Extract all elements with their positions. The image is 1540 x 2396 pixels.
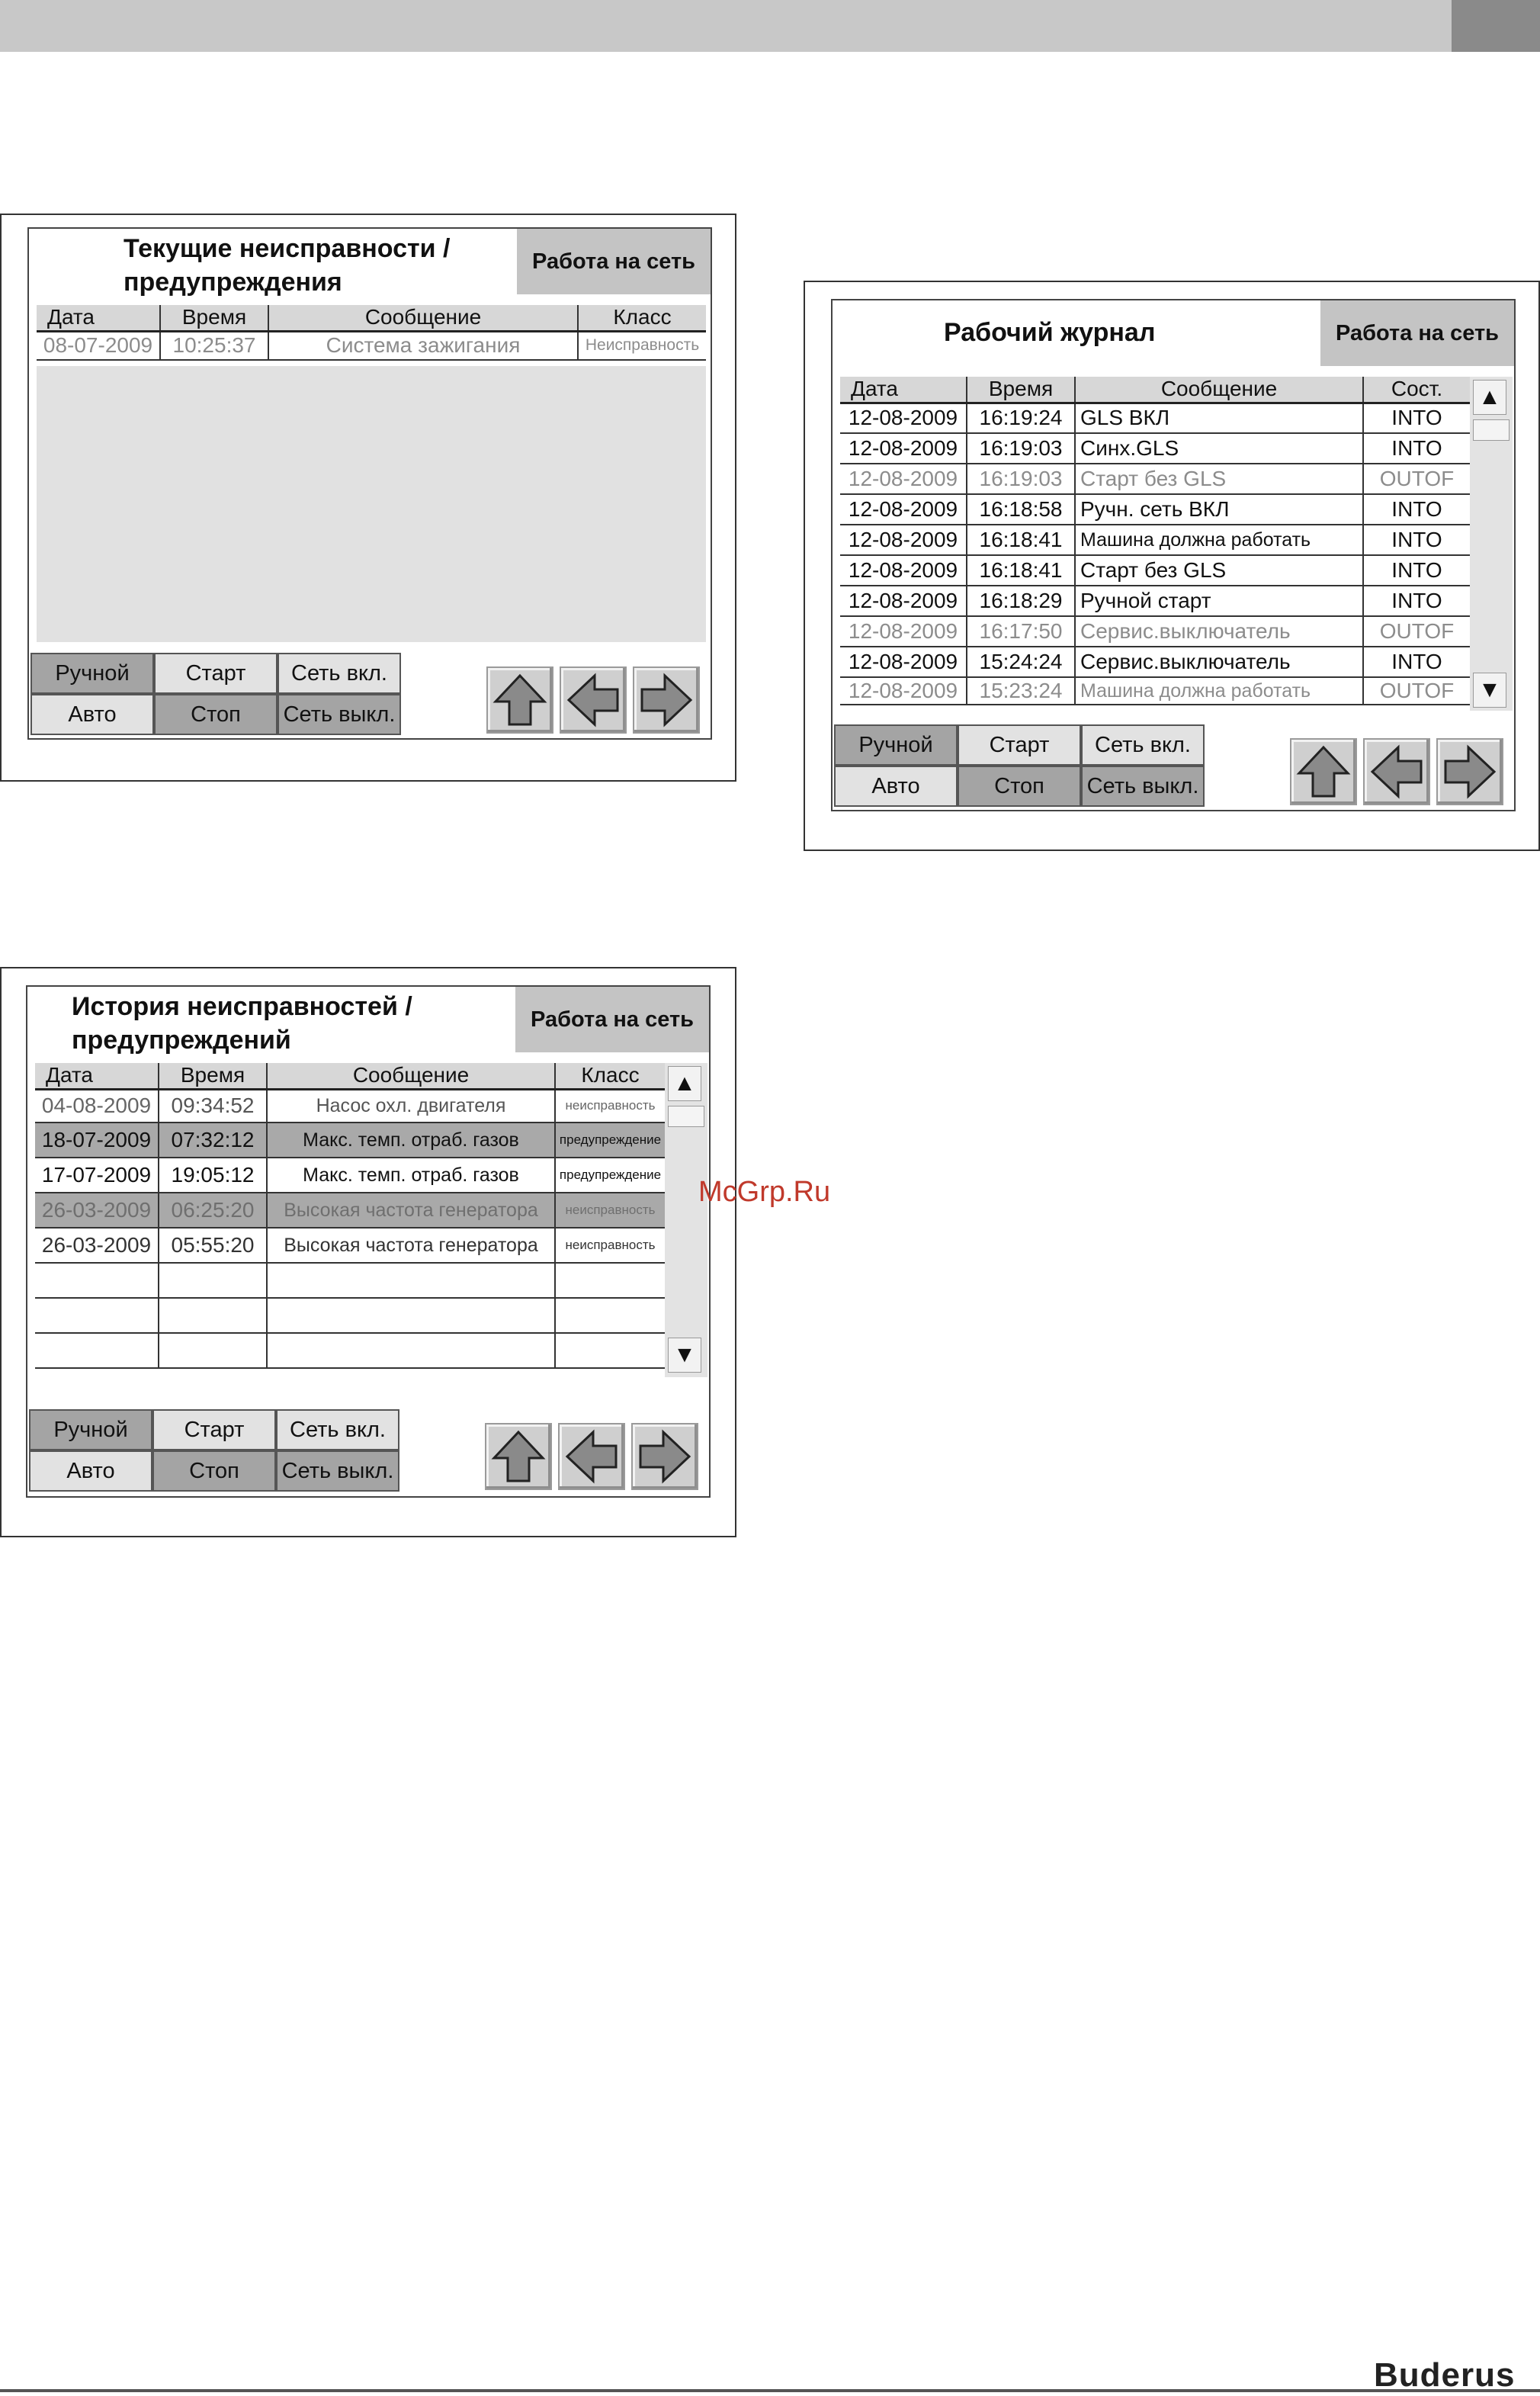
cell-state: INTO (1363, 586, 1470, 616)
auto-button[interactable]: Авто (834, 766, 958, 807)
table-row[interactable] (840, 586, 1470, 616)
col-time: Время (159, 1063, 267, 1089)
table-row[interactable] (35, 1123, 665, 1158)
start-button[interactable]: Старт (958, 724, 1081, 766)
cell-message (267, 1263, 555, 1298)
cell-date: 12-08-2009 (840, 647, 967, 677)
cell-message (267, 1298, 555, 1333)
col-message: Сообщение (1075, 377, 1363, 403)
arrow-up-icon (489, 1428, 547, 1485)
cell-class (555, 1298, 665, 1333)
cell-message: Синх.GLS (1075, 433, 1363, 464)
triangle-up-icon: ▲ (1478, 384, 1501, 410)
grid-off-button[interactable]: Сеть выкл. (278, 694, 401, 735)
arrow-up-icon (491, 671, 549, 729)
table-row[interactable] (840, 555, 1470, 586)
table-row[interactable] (840, 525, 1470, 555)
cell-message: Сервис.выключатель (1075, 647, 1363, 677)
grid-on-button[interactable]: Сеть вкл. (1081, 724, 1205, 766)
cell-date: 12-08-2009 (840, 494, 967, 525)
col-time: Время (967, 377, 1075, 403)
col-message: Сообщение (268, 305, 578, 331)
cell-date: 12-08-2009 (840, 464, 967, 494)
cell-message: Ручн. сеть ВКЛ (1075, 494, 1363, 525)
mode-badge: Работа на сеть (515, 987, 709, 1052)
cell-message: Ручной старт (1075, 586, 1363, 616)
cell-time: 16:19:24 (967, 403, 1075, 433)
figure-fault-history (0, 967, 736, 1537)
footer-line (0, 2389, 1540, 2392)
col-time: Время (160, 305, 268, 331)
scrollbar[interactable] (665, 1063, 707, 1377)
triangle-down-icon: ▼ (1478, 677, 1501, 702)
table-row[interactable] (35, 1158, 665, 1193)
mode-badge: Работа на сеть (1320, 300, 1514, 366)
cell-time: 16:18:58 (967, 494, 1075, 525)
table-row[interactable] (840, 677, 1470, 705)
cell-date: 17-07-2009 (35, 1158, 159, 1193)
cell-class: предупреждение (555, 1158, 665, 1193)
col-date: Дата (35, 1063, 159, 1089)
table-row[interactable] (35, 1263, 665, 1298)
cell-time: 15:23:24 (967, 677, 1075, 705)
title-line1: История неисправностей / (72, 992, 412, 1021)
cell-time: 16:17:50 (967, 616, 1075, 647)
arrow-left-icon (1368, 743, 1426, 801)
scrollbar[interactable] (1470, 377, 1513, 711)
cell-message: Система зажигания (268, 331, 578, 360)
manual-button[interactable]: Ручной (30, 653, 154, 694)
triangle-up-icon: ▲ (673, 1071, 696, 1096)
col-state: Сост. (1363, 377, 1470, 403)
nav-left-button[interactable] (1363, 738, 1430, 805)
cell-message: Старт без GLS (1075, 555, 1363, 586)
table-row[interactable] (840, 403, 1470, 433)
cell-time: 10:25:37 (160, 331, 268, 360)
scroll-down-button[interactable] (668, 1338, 701, 1373)
grid-off-button[interactable]: Сеть выкл. (276, 1450, 399, 1492)
title-line2: предупреждений (72, 1026, 291, 1055)
table-row[interactable] (35, 1333, 665, 1368)
cell-date (35, 1333, 159, 1368)
cell-class: неисправность (555, 1193, 665, 1228)
cell-time: 06:25:20 (159, 1193, 267, 1228)
cell-message: Макс. темп. отраб. газов (267, 1158, 555, 1193)
col-class: Класс (578, 305, 706, 331)
table-row[interactable] (35, 1228, 665, 1263)
cell-class: неисправность (555, 1089, 665, 1123)
mode-badge: Работа на сеть (517, 229, 711, 294)
title-line2: предупреждения (124, 268, 342, 297)
table-row[interactable] (37, 331, 706, 360)
scroll-up-button[interactable] (1473, 380, 1506, 415)
scroll-thumb[interactable] (668, 1106, 704, 1127)
cell-message: Сервис.выключатель (1075, 616, 1363, 647)
nav-left-button[interactable] (560, 666, 627, 734)
arrow-right-icon (636, 1428, 694, 1485)
screen-current-faults (27, 227, 712, 740)
cell-time: 05:55:20 (159, 1228, 267, 1263)
cell-message: GLS ВКЛ (1075, 403, 1363, 433)
cell-state: INTO (1363, 525, 1470, 555)
watermark: McGrp.Ru (698, 1176, 831, 1208)
cell-message: Макс. темп. отраб. газов (267, 1123, 555, 1158)
cell-state: INTO (1363, 403, 1470, 433)
manual-button[interactable]: Ручной (834, 724, 958, 766)
cell-message: Машина должна работать (1075, 525, 1363, 555)
stop-button[interactable]: Стоп (154, 694, 278, 735)
grid-off-button[interactable]: Сеть выкл. (1081, 766, 1205, 807)
cell-date: 08-07-2009 (37, 331, 160, 360)
cell-date: 12-08-2009 (840, 555, 967, 586)
cell-class (555, 1263, 665, 1298)
cell-date: 18-07-2009 (35, 1123, 159, 1158)
manual-button[interactable]: Ручной (29, 1409, 152, 1450)
arrow-up-icon (1295, 743, 1352, 801)
arrow-right-icon (1441, 743, 1499, 801)
table-row[interactable] (35, 1193, 665, 1228)
cell-time (159, 1333, 267, 1368)
cell-message: Старт без GLS (1075, 464, 1363, 494)
screen-operating-journal (831, 299, 1516, 811)
triangle-down-icon: ▼ (673, 1342, 696, 1367)
table-row[interactable] (840, 464, 1470, 494)
cell-date: 04-08-2009 (35, 1089, 159, 1123)
arrow-left-icon (564, 671, 622, 729)
cell-state: INTO (1363, 555, 1470, 586)
cell-class: Неисправность (578, 331, 706, 360)
figure-operating-journal (804, 281, 1540, 851)
arrow-left-icon (563, 1428, 621, 1485)
figure-current-faults (0, 214, 736, 782)
cell-time: 09:34:52 (159, 1089, 267, 1123)
table-row[interactable] (840, 494, 1470, 525)
col-class: Класс (555, 1063, 665, 1089)
cell-class: неисправность (555, 1228, 665, 1263)
cell-time (159, 1263, 267, 1298)
cell-date (35, 1263, 159, 1298)
nav-right-button[interactable] (631, 1423, 698, 1490)
cell-class: предупреждение (555, 1123, 665, 1158)
screen-fault-history (26, 985, 711, 1498)
cell-message (267, 1333, 555, 1368)
cell-message: Высокая частота генератора (267, 1228, 555, 1263)
scroll-up-button[interactable] (668, 1066, 701, 1101)
col-date: Дата (840, 377, 967, 403)
page-header-bar (0, 0, 1452, 52)
cell-state: OUTOF (1363, 616, 1470, 647)
cell-time: 19:05:12 (159, 1158, 267, 1193)
cell-time: 07:32:12 (159, 1123, 267, 1158)
cell-state: OUTOF (1363, 677, 1470, 705)
nav-up-button[interactable] (486, 666, 553, 734)
cell-date: 12-08-2009 (840, 616, 967, 647)
nav-left-button[interactable] (558, 1423, 625, 1490)
arrow-right-icon (637, 671, 695, 729)
grid-on-button[interactable]: Сеть вкл. (278, 653, 401, 694)
cell-date: 26-03-2009 (35, 1193, 159, 1228)
nav-up-button[interactable] (1290, 738, 1357, 805)
table-row[interactable] (35, 1298, 665, 1333)
cell-date: 12-08-2009 (840, 525, 967, 555)
cell-state: INTO (1363, 433, 1470, 464)
nav-up-button[interactable] (485, 1423, 552, 1490)
stop-button[interactable]: Стоп (958, 766, 1081, 807)
cell-time: 15:24:24 (967, 647, 1075, 677)
cell-date: 26-03-2009 (35, 1228, 159, 1263)
start-button[interactable]: Старт (152, 1409, 276, 1450)
cell-time: 16:18:29 (967, 586, 1075, 616)
title-line1: Текущие неисправности / (124, 234, 451, 263)
auto-button[interactable]: Авто (29, 1450, 152, 1492)
table-row[interactable] (840, 433, 1470, 464)
screen-title (124, 232, 505, 299)
brand-logo: Buderus (1374, 2356, 1516, 2394)
col-date: Дата (37, 305, 160, 331)
table-row[interactable] (840, 647, 1470, 677)
faults-table (37, 305, 706, 361)
history-table (35, 1063, 665, 1369)
empty-list-area (37, 366, 706, 642)
scroll-thumb[interactable] (1473, 419, 1510, 441)
cell-message: Машина должна работать (1075, 677, 1363, 705)
cell-date: 12-08-2009 (840, 433, 967, 464)
cell-state: OUTOF (1363, 464, 1470, 494)
cell-time: 16:19:03 (967, 464, 1075, 494)
stop-button[interactable]: Стоп (152, 1450, 276, 1492)
scroll-down-button[interactable] (1473, 673, 1506, 708)
table-row[interactable] (35, 1089, 665, 1123)
cell-state: INTO (1363, 647, 1470, 677)
cell-class (555, 1333, 665, 1368)
nav-right-button[interactable] (633, 666, 700, 734)
page-header-tab (1452, 0, 1540, 52)
screen-title (72, 990, 499, 1057)
grid-on-button[interactable]: Сеть вкл. (276, 1409, 399, 1450)
nav-right-button[interactable] (1436, 738, 1503, 805)
cell-date: 12-08-2009 (840, 403, 967, 433)
screen-title: Рабочий журнал (944, 318, 1156, 347)
cell-time: 16:18:41 (967, 525, 1075, 555)
cell-date: 12-08-2009 (840, 677, 967, 705)
cell-message: Насос охл. двигателя (267, 1089, 555, 1123)
auto-button[interactable]: Авто (30, 694, 154, 735)
cell-time: 16:19:03 (967, 433, 1075, 464)
start-button[interactable]: Старт (154, 653, 278, 694)
cell-state: INTO (1363, 494, 1470, 525)
cell-time (159, 1298, 267, 1333)
journal-table (840, 377, 1470, 705)
cell-date (35, 1298, 159, 1333)
col-message: Сообщение (267, 1063, 555, 1089)
cell-date: 12-08-2009 (840, 586, 967, 616)
cell-message: Высокая частота генератора (267, 1193, 555, 1228)
table-row[interactable] (840, 616, 1470, 647)
cell-time: 16:18:41 (967, 555, 1075, 586)
